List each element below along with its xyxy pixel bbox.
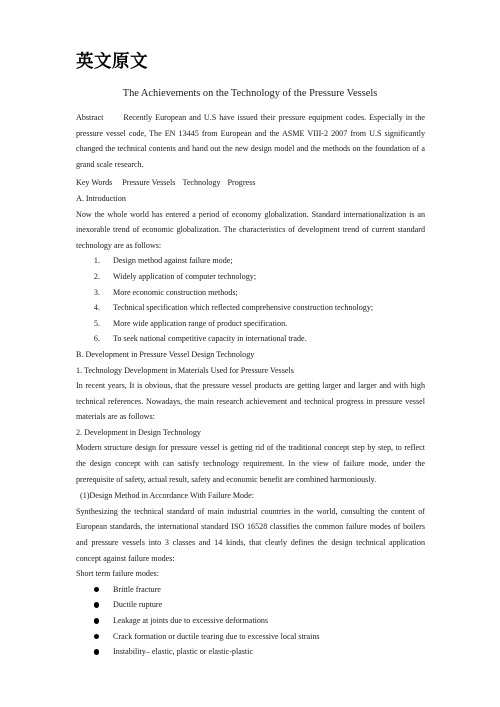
list-text: Leakage at joints due to excessive deformations [113, 616, 269, 625]
list-text: To seek national competitive capacity in international trade. [113, 334, 307, 344]
keyword: Progress [227, 178, 256, 188]
document-heading: 英文原文 [76, 52, 148, 72]
subsection-2-text: Modern structure design for pressure vessel is getting rid of the traditional concept step by step, to reflect the design concept with can satisfy technology requirement. In the view of failure mode, under the prerequisite of safety, actual result, safety and economic benefit are combined harmoniously. [76, 443, 425, 484]
list-number: 6. [93, 334, 100, 344]
list-item [76, 316, 425, 332]
keywords-label: Key Words [76, 178, 113, 188]
list-item [76, 285, 425, 301]
subsection-1-title: 1. Technology Development in Materials Used for Pressure Vessels [76, 365, 294, 375]
list-item [76, 300, 425, 316]
list-item [76, 269, 425, 285]
list-text: More economic construction methods; [113, 287, 238, 297]
document-body [76, 110, 425, 660]
subsection-3-title: (1)Design Method in Accordance With Failure Mode: [80, 491, 254, 501]
abstract-paragraph [76, 110, 425, 172]
subsection-3-text: Synthesizing the technical standard of main industrial countries in the world, consulting the content of European standards, the international standard ISO 16528 classifies the common failure modes of boilers and pressure vessels into 3 classes and 14 kinds, that clearly defines the design technical application concept against failure modes: [76, 506, 425, 563]
failure-mode-list [76, 582, 425, 660]
list-text: Instability– elastic, plastic or elastic-plastic [113, 647, 254, 657]
bullet-icon [76, 587, 113, 593]
section-a-text: Now the whole world has entered a period of economy globalization. Standard internationalization is an inexorable trend of economic globalization. The characteristics of development trend of current standard technology are as follows: [76, 209, 425, 250]
list-text: Crack formation or ductile tearing due to excessive local strains [113, 631, 320, 641]
short-term-label: Short term failure modes: [76, 569, 159, 579]
keywords-line [76, 175, 425, 191]
list-item [76, 629, 425, 645]
list-number: 4. [93, 303, 100, 313]
trend-list [76, 253, 425, 347]
list-item [76, 582, 425, 598]
list-text: Brittle fracture [113, 584, 161, 594]
paper-title: The Achievements on the Technology of the Pressure Vessels [122, 88, 378, 99]
bullet-icon [76, 618, 113, 624]
list-item [76, 331, 425, 347]
list-number: 5. [93, 318, 100, 328]
list-text: Widely application of computer technology; [113, 271, 257, 281]
list-text: Design method against failure mode; [113, 256, 233, 266]
abstract-text: Recently European and U.S have issued their pressure equipment codes. Especially in the pressure vessel code, The EN 13445 from European and the ASME VIII-2 2007 from U.S significantly changed the technical contents and hand out the new design model and the methods on the foundation of a grand scale research. [76, 113, 425, 169]
list-number: 2. [93, 271, 100, 281]
bullet-icon [76, 649, 113, 655]
section-b-title: B. Development in Pressure Vessel Design Technology [76, 349, 255, 359]
bullet-icon [76, 634, 113, 640]
subsection-2-title: 2. Development in Design Technology [76, 427, 201, 437]
keyword: Technology [182, 178, 221, 188]
list-text: More wide application range of product specification. [113, 318, 288, 328]
list-number: 1. [93, 256, 100, 266]
list-number: 3. [93, 287, 100, 297]
list-item [76, 644, 425, 660]
abstract-label: Abstract [76, 113, 104, 122]
subsection-1-text: In recent years, It is obvious, that the pressure vessel products are getting larger and larger and with high technical references. Nowadays, the main research achievement and technical progress in pressure vessel materials are as follows: [76, 381, 425, 422]
list-text: Technical specification which reflected comprehensive construction technology; [113, 303, 374, 313]
list-item [76, 253, 425, 269]
keyword: Pressure Vessels [122, 178, 176, 188]
list-item [76, 613, 425, 629]
bullet-icon [76, 602, 113, 608]
list-item [76, 597, 425, 613]
list-text: Ductile rupture [113, 600, 163, 610]
section-a-title: A. Introduction [76, 193, 126, 203]
